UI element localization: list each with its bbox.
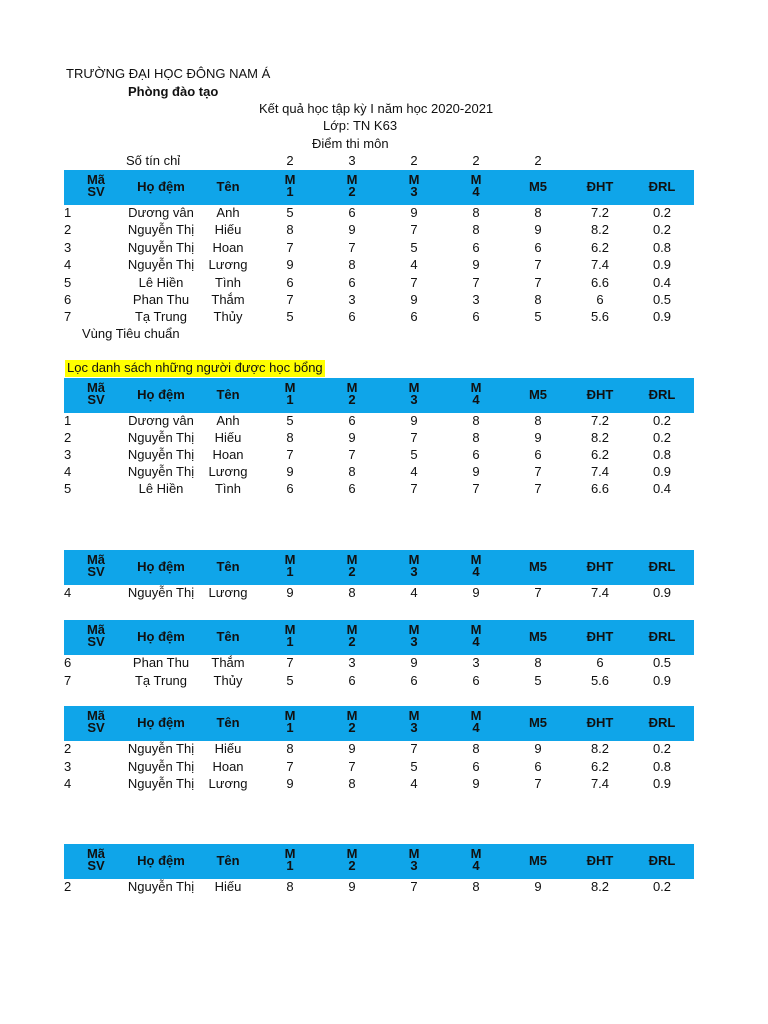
cell-m3: 7 <box>410 430 418 445</box>
cell-ho-dem: Dương vân <box>128 205 194 220</box>
cell-drl: 0.2 <box>652 222 672 238</box>
cell-m5: 8 <box>534 205 542 220</box>
cell-drl: 0.9 <box>652 309 672 325</box>
cell-m3: 9 <box>410 655 418 670</box>
cell-drl: 0.8 <box>652 239 672 255</box>
cell-ma-sv: 2 <box>64 222 72 238</box>
cell-ma-sv: 5 <box>64 274 72 290</box>
cell-ho-dem: Phan Thu <box>132 292 190 307</box>
cell-m2: 6 <box>348 673 356 688</box>
header-ho-dem: Họ đệm <box>137 179 185 194</box>
cell-ma-sv: 2 <box>64 741 72 756</box>
cell-m5: 7 <box>534 257 542 273</box>
header-ten: Tên <box>216 629 240 644</box>
header-dht: ĐHT <box>586 629 614 644</box>
cell-ho-dem: Dương vân <box>128 413 194 428</box>
cell-dht: 6.2 <box>590 239 610 255</box>
table-header <box>64 378 694 413</box>
cell-m3: 9 <box>410 292 418 307</box>
cell-m4: 7 <box>472 481 480 496</box>
header-ten: Tên <box>216 179 240 194</box>
header-ho-dem: Họ đệm <box>137 629 185 644</box>
cell-m2: 7 <box>348 447 356 462</box>
header-m2: M 2 <box>346 380 358 407</box>
cell-ten: Thắm <box>211 292 245 307</box>
credit-value-m2: 3 <box>348 153 356 168</box>
header-m4: M 4 <box>470 552 482 579</box>
cell-ten: Anh <box>216 205 240 220</box>
cell-dht: 5.6 <box>590 309 610 325</box>
cell-m3: 7 <box>410 481 418 496</box>
cell-m1: 5 <box>286 309 294 325</box>
cell-drl: 0.8 <box>652 758 672 774</box>
cell-ma-sv: 1 <box>64 413 72 428</box>
subject-label: Điểm thi môn <box>312 136 389 151</box>
cell-dht: 7.2 <box>590 205 610 220</box>
cell-m2: 8 <box>348 464 356 479</box>
cell-m2: 9 <box>348 741 356 756</box>
header-dht: ĐHT <box>586 387 614 402</box>
header-ma-sv: Mã SV <box>86 846 106 873</box>
header-m5: M5 <box>528 715 548 730</box>
cell-m3: 4 <box>410 464 418 479</box>
cell-m4: 3 <box>472 292 480 307</box>
header-drl: ĐRL <box>648 559 676 574</box>
cell-m5: 8 <box>534 655 542 670</box>
cell-m1: 7 <box>286 447 294 462</box>
header-m1: M 1 <box>284 708 296 735</box>
table-header <box>64 706 694 741</box>
table-row <box>0 309 768 326</box>
cell-dht: 6.6 <box>590 274 610 290</box>
credit-value-m3: 2 <box>410 153 418 168</box>
cell-m4: 8 <box>472 205 480 220</box>
cell-m2: 7 <box>348 758 356 774</box>
cell-drl: 0.9 <box>652 257 672 273</box>
table-row <box>0 275 768 292</box>
cell-drl: 0.5 <box>652 292 672 307</box>
header-dht: ĐHT <box>586 179 614 194</box>
cell-m3: 7 <box>410 741 418 756</box>
cell-ten: Hiếu <box>214 879 242 894</box>
cell-ten: Thắm <box>211 655 245 670</box>
table-row <box>0 413 768 430</box>
cell-m5: 9 <box>534 222 542 238</box>
cell-ho-dem: Nguyễn Thị <box>127 464 195 479</box>
cell-ma-sv: 4 <box>64 257 72 273</box>
cell-m5: 9 <box>534 430 542 445</box>
cell-m3: 4 <box>410 585 418 600</box>
cell-m5: 6 <box>534 447 542 462</box>
header-m1: M 1 <box>284 552 296 579</box>
cell-m4: 8 <box>472 430 480 445</box>
cell-m5: 8 <box>534 413 542 428</box>
header-ma-sv: Mã SV <box>86 552 106 579</box>
cell-drl: 0.9 <box>652 464 672 479</box>
cell-dht: 7.4 <box>590 257 610 273</box>
table-row <box>0 759 768 776</box>
cell-m2: 8 <box>348 257 356 273</box>
credit-value-m1: 2 <box>286 153 294 168</box>
cell-ho-dem: Nguyễn Thị <box>127 879 195 894</box>
cell-dht: 7.4 <box>590 776 610 792</box>
cell-m5: 7 <box>534 585 542 600</box>
cell-m1: 9 <box>286 585 294 600</box>
cell-m3: 5 <box>410 447 418 462</box>
cell-m3: 6 <box>410 673 418 688</box>
cell-m1: 8 <box>286 741 294 756</box>
header-m3: M 3 <box>408 552 420 579</box>
cell-ho-dem: Lê Hiền <box>138 481 184 496</box>
cell-m2: 6 <box>348 274 356 290</box>
header-ten: Tên <box>216 715 240 730</box>
class-label: Lớp: TN K63 <box>323 118 398 133</box>
header-m2: M 2 <box>346 172 358 199</box>
header-m3: M 3 <box>408 622 420 649</box>
table-row <box>0 205 768 222</box>
cell-drl: 0.9 <box>652 673 672 688</box>
cell-m3: 4 <box>410 776 418 792</box>
header-ho-dem: Họ đệm <box>137 853 185 868</box>
cell-m1: 6 <box>286 481 294 496</box>
table-row <box>0 481 768 498</box>
table-row <box>0 776 768 793</box>
department-name: Phòng đào tạo <box>128 84 219 99</box>
cell-ho-dem: Nguyễn Thị <box>127 447 195 462</box>
cell-m5: 5 <box>534 309 542 325</box>
cell-m4: 6 <box>472 239 480 255</box>
cell-ten: Lương <box>208 464 248 479</box>
cell-ho-dem: Nguyễn Thị <box>127 430 195 445</box>
cell-drl: 0.2 <box>652 879 672 894</box>
cell-m5: 7 <box>534 274 542 290</box>
cell-ma-sv: 6 <box>64 292 72 307</box>
cell-drl: 0.5 <box>652 655 672 670</box>
cell-ho-dem: Nguyễn Thị <box>127 239 195 255</box>
cell-drl: 0.9 <box>652 776 672 792</box>
header-ten: Tên <box>216 387 240 402</box>
cell-m5: 8 <box>534 292 542 307</box>
cell-m3: 5 <box>410 758 418 774</box>
header-ten: Tên <box>216 853 240 868</box>
cell-dht: 6.2 <box>590 447 610 462</box>
table-row <box>0 430 768 447</box>
cell-ho-dem: Nguyễn Thị <box>127 758 195 774</box>
cell-m1: 9 <box>286 776 294 792</box>
cell-m4: 9 <box>472 464 480 479</box>
header-ho-dem: Họ đệm <box>137 559 185 574</box>
cell-m5: 6 <box>534 758 542 774</box>
cell-drl: 0.2 <box>652 430 672 445</box>
cell-ma-sv: 2 <box>64 879 72 894</box>
cell-m1: 7 <box>286 292 294 307</box>
cell-m5: 5 <box>534 673 542 688</box>
header-ho-dem: Họ đệm <box>137 715 185 730</box>
header-m5: M5 <box>528 179 548 194</box>
table-row <box>0 655 768 672</box>
cell-drl: 0.8 <box>652 447 672 462</box>
header-m5: M5 <box>528 559 548 574</box>
cell-ma-sv: 7 <box>64 309 72 325</box>
cell-m3: 4 <box>410 257 418 273</box>
table-row <box>0 741 768 758</box>
cell-ten: Hiếu <box>214 741 242 756</box>
filter-label: Lọc danh sách những người được học bổng <box>67 360 323 375</box>
cell-m1: 5 <box>286 205 294 220</box>
header-m1: M 1 <box>284 846 296 873</box>
cell-m1: 7 <box>286 239 294 255</box>
cell-m1: 9 <box>286 257 294 273</box>
cell-ten: Lương <box>208 776 248 792</box>
header-m5: M5 <box>528 629 548 644</box>
cell-ten: Hoan <box>212 758 244 774</box>
cell-drl: 0.2 <box>652 413 672 428</box>
cell-dht: 6 <box>596 292 604 307</box>
header-m4: M 4 <box>470 622 482 649</box>
cell-dht: 7.4 <box>590 585 610 600</box>
cell-m1: 9 <box>286 464 294 479</box>
table-header <box>64 170 694 205</box>
cell-m4: 3 <box>472 655 480 670</box>
cell-ho-dem: Phan Thu <box>132 655 190 670</box>
header-dht: ĐHT <box>586 559 614 574</box>
cell-m1: 7 <box>286 758 294 774</box>
table-row <box>0 292 768 309</box>
cell-dht: 8.2 <box>590 879 610 894</box>
cell-drl: 0.9 <box>652 585 672 600</box>
cell-m1: 5 <box>286 673 294 688</box>
cell-ten: Hoan <box>212 447 244 462</box>
cell-ten: Thủy <box>213 309 243 325</box>
cell-m3: 5 <box>410 239 418 255</box>
cell-dht: 8.2 <box>590 741 610 756</box>
cell-ma-sv: 7 <box>64 673 72 688</box>
cell-m4: 9 <box>472 585 480 600</box>
header-drl: ĐRL <box>648 387 676 402</box>
cell-ten: Tình <box>214 274 241 290</box>
table-row <box>0 585 768 602</box>
header-ma-sv: Mã SV <box>86 380 106 407</box>
cell-ma-sv: 4 <box>64 464 72 479</box>
header-ma-sv: Mã SV <box>86 708 106 735</box>
cell-m1: 8 <box>286 879 294 894</box>
table-header <box>64 620 694 655</box>
cell-ma-sv: 3 <box>64 447 72 462</box>
cell-m5: 7 <box>534 481 542 496</box>
cell-ma-sv: 2 <box>64 430 72 445</box>
cell-ten: Tình <box>214 481 241 496</box>
cell-drl: 0.4 <box>652 274 672 290</box>
cell-m1: 8 <box>286 430 294 445</box>
cell-m2: 8 <box>348 585 356 600</box>
cell-m2: 3 <box>348 292 356 307</box>
header-m2: M 2 <box>346 552 358 579</box>
credits-row <box>0 153 768 169</box>
cell-ten: Hoan <box>212 239 244 255</box>
standard-label: Vùng Tiêu chuẩn <box>82 326 180 341</box>
table-row <box>0 240 768 257</box>
cell-ten: Lương <box>208 585 248 600</box>
cell-ten: Lương <box>208 257 248 273</box>
cell-m5: 7 <box>534 464 542 479</box>
school-name: TRƯỜNG ĐẠI HỌC ĐÔNG NAM Á <box>66 66 271 81</box>
table-row <box>0 464 768 481</box>
header-drl: ĐRL <box>648 853 676 868</box>
header-m4: M 4 <box>470 380 482 407</box>
cell-dht: 5.6 <box>590 673 610 688</box>
cell-m3: 6 <box>410 309 418 325</box>
cell-m4: 8 <box>472 879 480 894</box>
cell-m4: 8 <box>472 222 480 238</box>
header-dht: ĐHT <box>586 853 614 868</box>
cell-m4: 6 <box>472 673 480 688</box>
cell-ma-sv: 4 <box>64 776 72 792</box>
table-row <box>0 879 768 896</box>
cell-m4: 8 <box>472 741 480 756</box>
table-row <box>0 222 768 239</box>
header-m2: M 2 <box>346 708 358 735</box>
header-ma-sv: Mã SV <box>86 622 106 649</box>
cell-m1: 5 <box>286 413 294 428</box>
header-m1: M 1 <box>284 622 296 649</box>
cell-ten: Hiếu <box>214 222 242 238</box>
cell-drl: 0.2 <box>652 205 672 220</box>
cell-ten: Anh <box>216 413 240 428</box>
cell-ho-dem: Nguyễn Thị <box>127 257 195 273</box>
cell-dht: 8.2 <box>590 430 610 445</box>
cell-ma-sv: 6 <box>64 655 72 670</box>
header-m1: M 1 <box>284 172 296 199</box>
header-ma-sv: Mã SV <box>86 172 106 199</box>
cell-m2: 6 <box>348 413 356 428</box>
header-m2: M 2 <box>346 622 358 649</box>
credits-label: Số tín chỉ <box>126 153 181 168</box>
cell-m4: 6 <box>472 309 480 325</box>
cell-ho-dem: Lê Hiền <box>138 274 184 290</box>
header-ho-dem: Họ đệm <box>137 387 185 402</box>
cell-m4: 6 <box>472 447 480 462</box>
cell-ho-dem: Nguyễn Thị <box>127 741 195 756</box>
cell-dht: 6.2 <box>590 758 610 774</box>
cell-m2: 6 <box>348 481 356 496</box>
header-drl: ĐRL <box>648 179 676 194</box>
header-m3: M 3 <box>408 380 420 407</box>
cell-dht: 7.4 <box>590 464 610 479</box>
cell-m2: 9 <box>348 222 356 238</box>
header-m4: M 4 <box>470 172 482 199</box>
cell-m3: 7 <box>410 879 418 894</box>
cell-m5: 6 <box>534 239 542 255</box>
cell-m2: 8 <box>348 776 356 792</box>
cell-ho-dem: Tạ Trung <box>134 673 188 688</box>
cell-m5: 9 <box>534 741 542 756</box>
header-dht: ĐHT <box>586 715 614 730</box>
cell-m4: 7 <box>472 274 480 290</box>
cell-m3: 7 <box>410 274 418 290</box>
cell-m4: 6 <box>472 758 480 774</box>
cell-m5: 7 <box>534 776 542 792</box>
cell-m4: 8 <box>472 413 480 428</box>
cell-ho-dem: Nguyễn Thị <box>127 222 195 238</box>
table-row <box>0 673 768 690</box>
cell-m1: 6 <box>286 274 294 290</box>
cell-m1: 8 <box>286 222 294 238</box>
header-m2: M 2 <box>346 846 358 873</box>
cell-ma-sv: 3 <box>64 239 72 255</box>
credit-value-m5: 2 <box>534 153 542 168</box>
header-m1: M 1 <box>284 380 296 407</box>
report-title: Kết quả học tập kỳ I năm học 2020-2021 <box>259 101 494 116</box>
header-m4: M 4 <box>470 846 482 873</box>
cell-m3: 9 <box>410 413 418 428</box>
cell-ten: Thủy <box>213 673 243 688</box>
cell-m1: 7 <box>286 655 294 670</box>
cell-m5: 9 <box>534 879 542 894</box>
header-m4: M 4 <box>470 708 482 735</box>
header-m3: M 3 <box>408 708 420 735</box>
header-m3: M 3 <box>408 846 420 873</box>
cell-m3: 7 <box>410 222 418 238</box>
header-m5: M5 <box>528 387 548 402</box>
cell-ten: Hiếu <box>214 430 242 445</box>
table-header <box>64 550 694 585</box>
cell-dht: 7.2 <box>590 413 610 428</box>
cell-m2: 9 <box>348 430 356 445</box>
cell-ma-sv: 5 <box>64 481 72 496</box>
table-row <box>0 257 768 274</box>
cell-m2: 9 <box>348 879 356 894</box>
cell-m2: 7 <box>348 239 356 255</box>
table-row <box>0 447 768 464</box>
cell-ho-dem: Nguyễn Thị <box>127 585 195 600</box>
cell-dht: 8.2 <box>590 222 610 238</box>
cell-m2: 3 <box>348 655 356 670</box>
header-m5: M5 <box>528 853 548 868</box>
cell-dht: 6.6 <box>590 481 610 496</box>
cell-drl: 0.2 <box>652 741 672 756</box>
cell-dht: 6 <box>596 655 604 670</box>
cell-m3: 9 <box>410 205 418 220</box>
header-m3: M 3 <box>408 172 420 199</box>
cell-drl: 0.4 <box>652 481 672 496</box>
cell-ho-dem: Nguyễn Thị <box>127 776 195 792</box>
cell-m4: 9 <box>472 776 480 792</box>
cell-m2: 6 <box>348 309 356 325</box>
cell-ma-sv: 3 <box>64 758 72 774</box>
cell-ho-dem: Tạ Trung <box>134 309 188 325</box>
header-drl: ĐRL <box>648 715 676 730</box>
cell-ma-sv: 4 <box>64 585 72 600</box>
header-drl: ĐRL <box>648 629 676 644</box>
header-ten: Tên <box>216 559 240 574</box>
cell-m4: 9 <box>472 257 480 273</box>
table-header <box>64 844 694 879</box>
credit-value-m4: 2 <box>472 153 480 168</box>
cell-ma-sv: 1 <box>64 205 72 220</box>
cell-m2: 6 <box>348 205 356 220</box>
